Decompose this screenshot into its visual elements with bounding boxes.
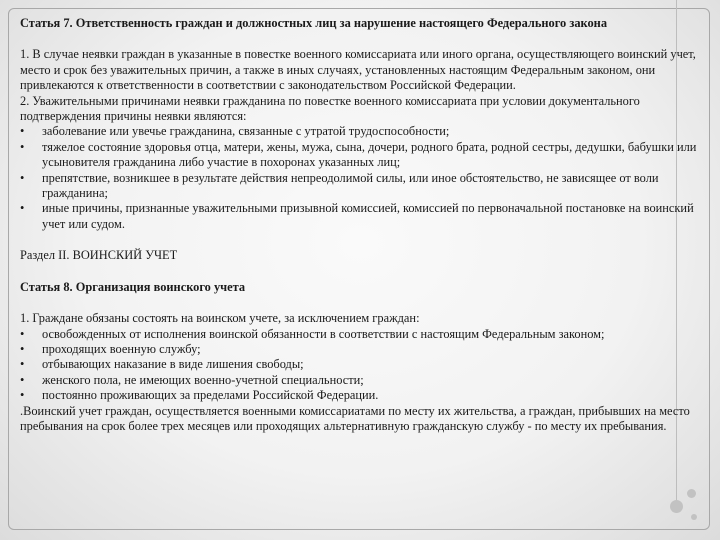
list-item: • отбывающих наказание в виде лишения свободы; bbox=[20, 357, 710, 372]
list-item: • тяжелое состояние здоровья отца, матери, жены, мужа, сына, дочери, родного брата, родной сестры, дедушки, бабушки или усыновителя гражданина либо участие в похоронах указанных лиц; bbox=[20, 140, 710, 171]
list-item: • освобожденных от исполнения воинской обязанности в соответствии с настоящим Федеральным законом; bbox=[20, 327, 710, 342]
article-8-title: Статья 8. Организация воинского учета bbox=[20, 279, 246, 294]
list-item: • женского пола, не имеющих военно-учетной специальности; bbox=[20, 373, 710, 388]
list-item: • препятствие, возникшее в результате действия непреодолимой силы, или иное обстоятельство, не зависящее от воли гражданина; bbox=[20, 171, 710, 202]
article-8-exemptions-list bbox=[20, 327, 710, 404]
article-7-reasons-list bbox=[20, 124, 710, 232]
article-7-paragraph-2: 2. Уважительными причинами неявки гражданина по повестке военного комиссариата при условии документального подтверждения причины неявки являются: bbox=[20, 93, 640, 124]
article-8-paragraph-2: .Воинский учет граждан, осуществляется военными комиссариатами по месту их жительства, а граждан, прибывших на место пребывания на срок более трех месяцев или проходящих альтернативную гражданскую службу - по месту их пребывания. bbox=[20, 403, 690, 433]
article-8-paragraph-1: 1. Граждане обязаны состоять на воинском учете, за исключением граждан: bbox=[20, 311, 420, 326]
list-item: • иные причины, признанные уважительными призывной комиссией, комиссией по первоначальной постановке на воинский учет или судом. bbox=[20, 201, 710, 232]
list-item: • заболевание или увечье гражданина, связанные с утратой трудоспособности; bbox=[20, 124, 710, 139]
decorative-dot bbox=[691, 514, 697, 520]
decorative-dot bbox=[687, 489, 696, 498]
article-7-title: Статья 7. Ответственность граждан и должностных лиц за нарушение настоящего Федерального закона bbox=[20, 16, 608, 30]
decorative-dot bbox=[670, 500, 683, 513]
list-item: • проходящих военную службу; bbox=[20, 342, 710, 357]
list-item: • постоянно проживающих за пределами Российской Федерации. bbox=[20, 388, 710, 403]
document-body bbox=[20, 16, 710, 434]
article-7-paragraph-1: 1. В случае неявки граждан в указанные в повестке военного комиссариата или иного органа, осуществляющего воинский учет, место и срок без уважительных причин, а также в иных случаях, установленных настоящим Федеральным законом, они привлекаются к ответственности в соответствии с законодательством Российской Федерации. bbox=[20, 47, 696, 93]
section-2-heading: Раздел II. ВОИНСКИЙ УЧЕТ bbox=[20, 248, 178, 263]
